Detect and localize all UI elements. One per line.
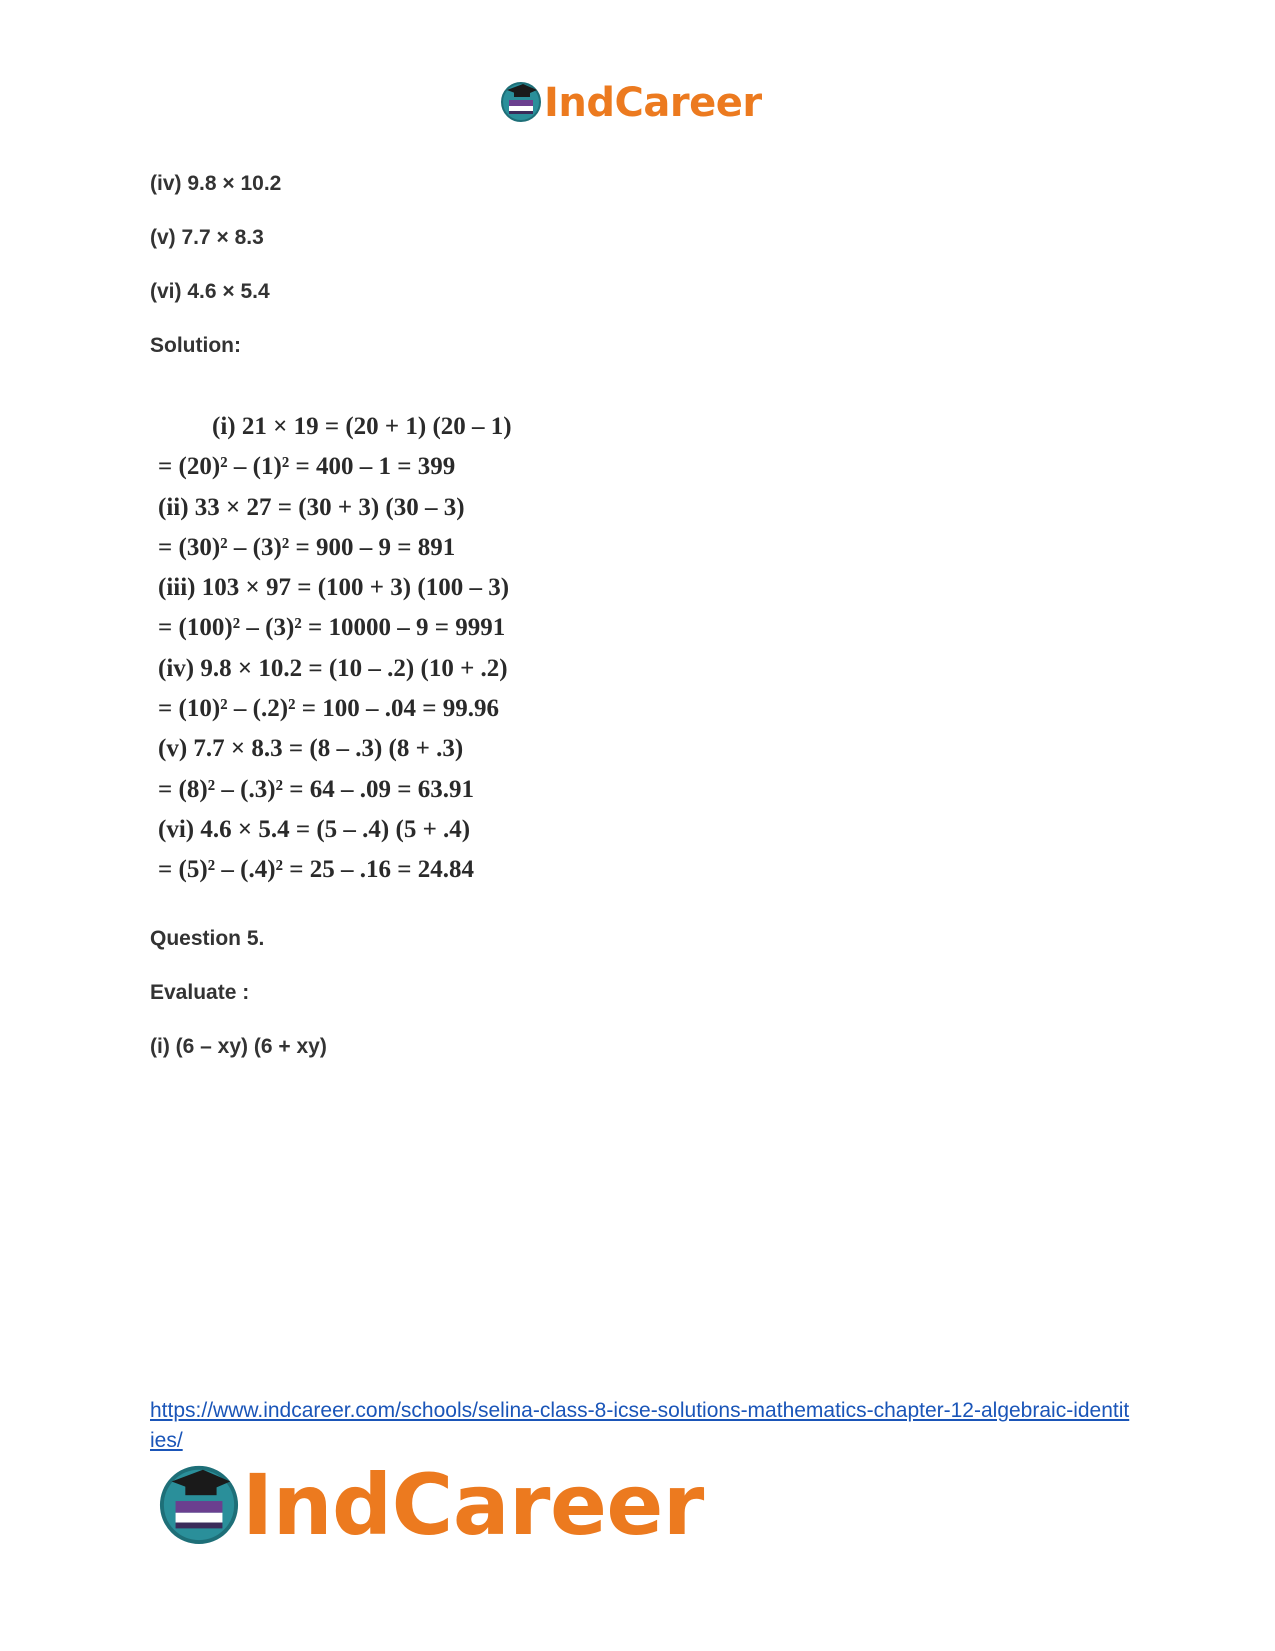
question-vi: (vi) 4.6 × 5.4 <box>150 280 270 303</box>
source-link[interactable]: https://www.indcareer.com/schools/selina-class-8-icse-solutions-mathematics-chapter-12-algebraic-identities/ <box>150 1399 1130 1452</box>
solution-line: = (100)² – (3)² = 10000 – 9 = 9991 <box>158 614 506 642</box>
solution-line: = (5)² – (.4)² = 25 – .16 = 24.84 <box>158 856 475 884</box>
question-5-i: (i) (6 – xy) (6 + xy) <box>150 1035 327 1058</box>
solution-label: Solution: <box>150 334 241 357</box>
solution-line: = (8)² – (.3)² = 64 – .09 = 63.91 <box>158 775 475 803</box>
solution-line: (v) 7.7 × 8.3 = (8 – .3) (8 + .3) <box>158 735 464 763</box>
question-v: (v) 7.7 × 8.3 <box>150 226 264 249</box>
question-iv: (iv) 9.8 × 10.2 <box>150 172 282 195</box>
solution-line: (i) 21 × 19 = (20 + 1) (20 – 1) <box>212 413 512 440</box>
solution-line: = (10)² – (.2)² = 100 – .04 = 99.96 <box>158 695 500 723</box>
graduation-globe-icon <box>500 80 542 127</box>
header-logo <box>500 80 762 126</box>
solution-line: = (20)² – (1)² = 400 – 1 = 399 <box>158 453 456 481</box>
solution-line: (iii) 103 × 97 = (100 + 3) (100 – 3) <box>158 574 510 602</box>
solution-line: (vi) 4.6 × 5.4 = (5 – .4) (5 + .4) <box>158 815 471 843</box>
footer-logo <box>158 1456 704 1554</box>
logo-wordmark: IndCareer <box>544 80 762 126</box>
solution-line: (ii) 33 × 27 = (30 + 3) (30 – 3) <box>158 493 465 521</box>
question-5-heading: Question 5. <box>150 927 265 950</box>
logo-wordmark: IndCareer <box>242 1456 704 1554</box>
solution-line: (iv) 9.8 × 10.2 = (10 – .2) (10 + .2) <box>158 654 508 682</box>
solution-block <box>158 407 618 891</box>
solution-line: = (30)² – (3)² = 900 – 9 = 891 <box>158 533 456 561</box>
graduation-globe-icon <box>158 1462 240 1549</box>
evaluate-label: Evaluate : <box>150 981 250 1004</box>
